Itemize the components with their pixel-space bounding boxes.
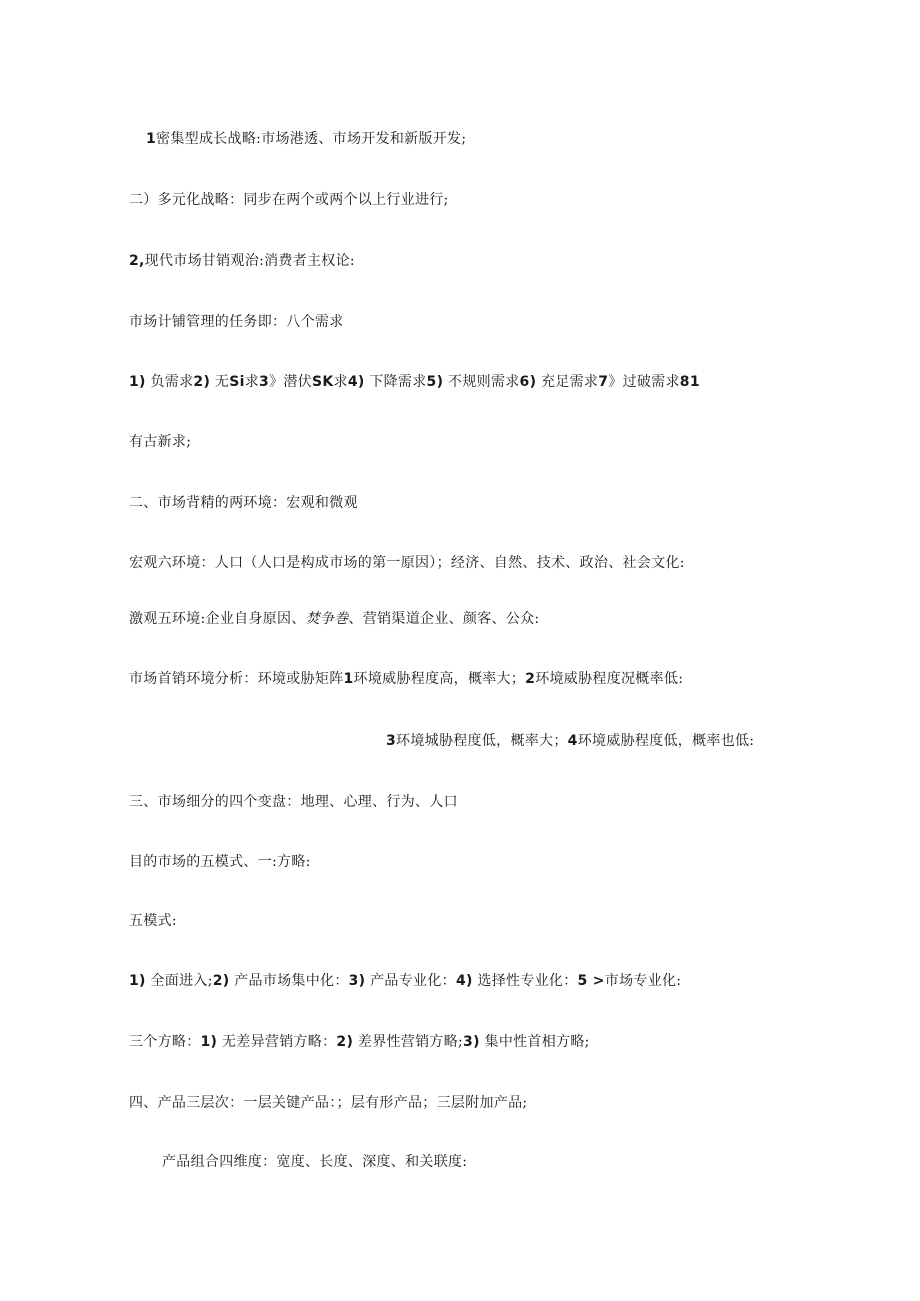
text-segment: 4) [347, 374, 365, 390]
text-segment: 环境威胁程度低，概率也低: [577, 733, 755, 749]
text-segment: 负需求 [145, 374, 194, 390]
text-segment: 求 [244, 374, 260, 390]
text-segment: 环境威胁程度况概率低: [535, 671, 684, 687]
text-segment: 1) [200, 1034, 218, 1050]
text-segment: 3 [259, 374, 270, 390]
text-segment: Si [229, 374, 245, 390]
text-segment: 1 [146, 131, 157, 147]
line-18 [162, 1152, 467, 1172]
line-3 [129, 251, 355, 271]
text-segment: 三、市场细分的四个变盘：地理、心理、行为、人口 [129, 794, 458, 810]
text-segment: 》过破需求 [608, 374, 680, 390]
text-segment: 4 [567, 733, 578, 749]
text-segment: 产品市场集中化： [229, 973, 349, 989]
text-segment: 2, [129, 253, 145, 269]
text-segment: 现代市场甘销观治:消费者主权论: [144, 253, 355, 269]
line-2 [129, 190, 449, 210]
text-segment: 充足需求 [536, 374, 599, 390]
text-segment: 目的市场的五模式、一:方略: [129, 854, 311, 870]
text-segment: 5 > [577, 973, 605, 989]
text-segment: 1) [129, 973, 146, 989]
line-13 [129, 852, 311, 872]
text-segment: 5) [426, 374, 444, 390]
text-segment: 2 [525, 671, 536, 687]
text-segment: 3) [348, 973, 366, 989]
text-segment: 产品专业化： [365, 973, 456, 989]
text-segment: 81 [679, 374, 700, 390]
text-segment: 无 [210, 374, 230, 390]
text-segment: 市场首销环境分析：环境或胁矩阵 [129, 671, 344, 687]
text-segment: 密集型成长战略:市场港透、市场开发和新版开发; [156, 131, 467, 147]
text-segment: 市场专业化: [604, 973, 682, 989]
text-segment: 3 [386, 733, 397, 749]
text-segment: 差界性营销方略; [353, 1034, 464, 1050]
text-segment: 焚争巻 [305, 611, 349, 627]
line-17 [129, 1093, 527, 1113]
text-segment: 五模式: [129, 913, 177, 929]
line-11 [386, 731, 754, 751]
line-6 [129, 432, 191, 452]
text-segment: 二、市场背精的两环境：宏观和微观 [129, 495, 358, 511]
text-segment: 下降需求 [364, 374, 427, 390]
text-segment: 6) [519, 374, 537, 390]
text-segment: 2) [193, 374, 211, 390]
text-segment: 1) [129, 374, 146, 390]
text-segment: 二）多元化战略：同步在两个或两个以上行业进行; [129, 192, 449, 208]
text-segment: 、营销渠道企业、颜客、公众: [348, 611, 540, 627]
text-segment: 1 [343, 671, 354, 687]
text-segment: 选择性专业化： [472, 973, 578, 989]
text-segment: 集中性首相方略; [479, 1034, 590, 1050]
text-segment: 宏观六环境：人口（人口是构成市场的第一原因）；经济、自然、技术、政治、社会文化: [129, 555, 685, 571]
text-segment: 有古新求; [129, 434, 192, 450]
text-segment: 全面进入; [145, 973, 213, 989]
text-segment: 2) [336, 1034, 354, 1050]
text-segment: 环境威胁程度高，概率大； [353, 671, 526, 687]
line-14 [129, 911, 177, 931]
text-segment: 4) [455, 973, 473, 989]
text-segment: 7 [598, 374, 609, 390]
text-segment: 求 [333, 374, 348, 390]
text-segment: 激观五环境:企业自身原因、 [129, 611, 306, 627]
text-segment: 市场计铺管理的任务即：八个需求 [129, 314, 344, 330]
text-segment: 环境城胁程度低，概率大； [396, 733, 568, 749]
line-10 [129, 669, 683, 689]
text-segment: 2) [212, 973, 230, 989]
text-segment: SK [311, 374, 334, 390]
line-9 [129, 609, 539, 629]
text-segment: 》潜伏 [269, 374, 312, 390]
text-segment: 无差异营销方略： [217, 1034, 337, 1050]
text-segment: 三个方略： [129, 1034, 201, 1050]
line-7 [129, 493, 358, 513]
text-segment: 3) [463, 1034, 480, 1050]
line-5 [129, 372, 700, 392]
line-8 [129, 553, 685, 573]
line-4 [129, 312, 344, 332]
text-segment: 不规则需求 [443, 374, 520, 390]
line-16 [129, 1032, 590, 1052]
text-segment: 产品组合四维度：宽度、长度、深度、和关联度: [162, 1154, 468, 1170]
text-segment: 四、产品三层次：一层关键产品：；层有形产品；三层附加产品; [129, 1095, 528, 1111]
line-12 [129, 792, 458, 812]
line-1 [146, 129, 466, 149]
line-15 [129, 971, 681, 991]
